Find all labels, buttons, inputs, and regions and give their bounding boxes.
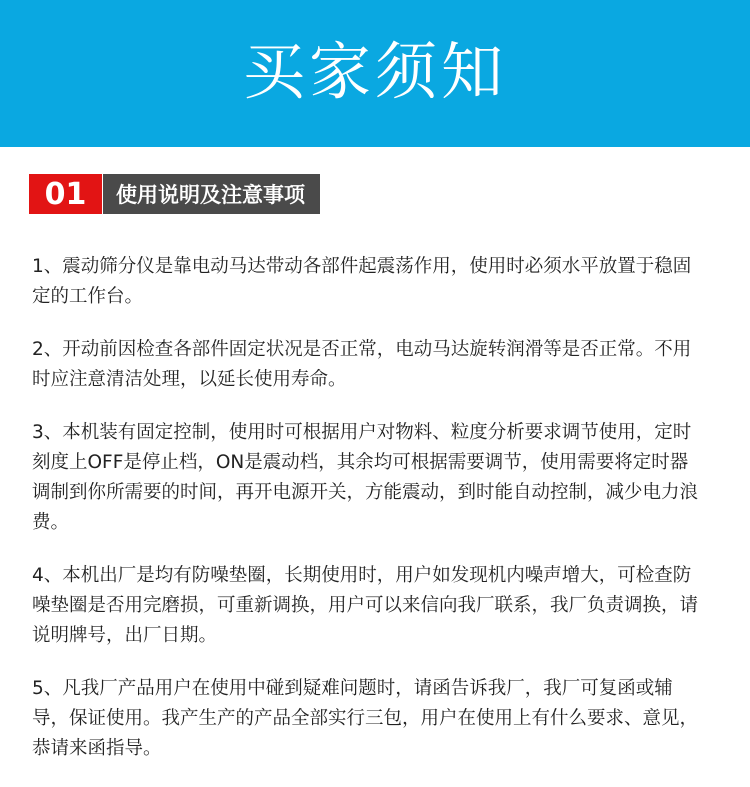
section-header bbox=[29, 174, 320, 214]
instruction-item-3: 3、本机装有固定控制，使用时可根据用户对物料、粒度分析要求调节使用，定时刻度上OFF是停止档，ON是震动档，其余均可根据需要调节，使用需要将定时器调制到你所需要的时间，再开电源开关，方能震动，到时能自动控制，减少电力浪费。 bbox=[32, 422, 699, 533]
section-title: 使用说明及注意事项 bbox=[103, 174, 320, 214]
header-banner bbox=[0, 0, 750, 147]
instruction-item-4: 4、本机出厂是均有防噪垫圈，长期使用时，用户如发现机内噪声增大，可检查防噪垫圈是否用完磨损，可重新调换，用户可以来信向我厂联系，我厂负责调换，请说明牌号，出厂日期。 bbox=[32, 565, 699, 646]
instruction-list bbox=[32, 252, 702, 787]
instruction-item-2: 2、开动前因检查各部件固定状况是否正常，电动马达旋转润滑等是否正常。不用时应注意清洁处理，以延长使用寿命。 bbox=[32, 339, 692, 390]
instruction-item-1: 1、震动筛分仪是靠电动马达带动各部件起震荡作用，使用时必须水平放置于稳固定的工作台。 bbox=[32, 256, 692, 307]
section-number-badge: 01 bbox=[29, 174, 102, 214]
page-title: 买家须知 bbox=[242, 34, 507, 108]
instruction-item-5: 5、凡我厂产品用户在使用中碰到疑难问题时，请函告诉我厂，我厂可复函或辅导，保证使用。我产生产的产品全部实行三包，用户在使用上有什么要求、意见，恭请来函指导。 bbox=[32, 678, 699, 759]
